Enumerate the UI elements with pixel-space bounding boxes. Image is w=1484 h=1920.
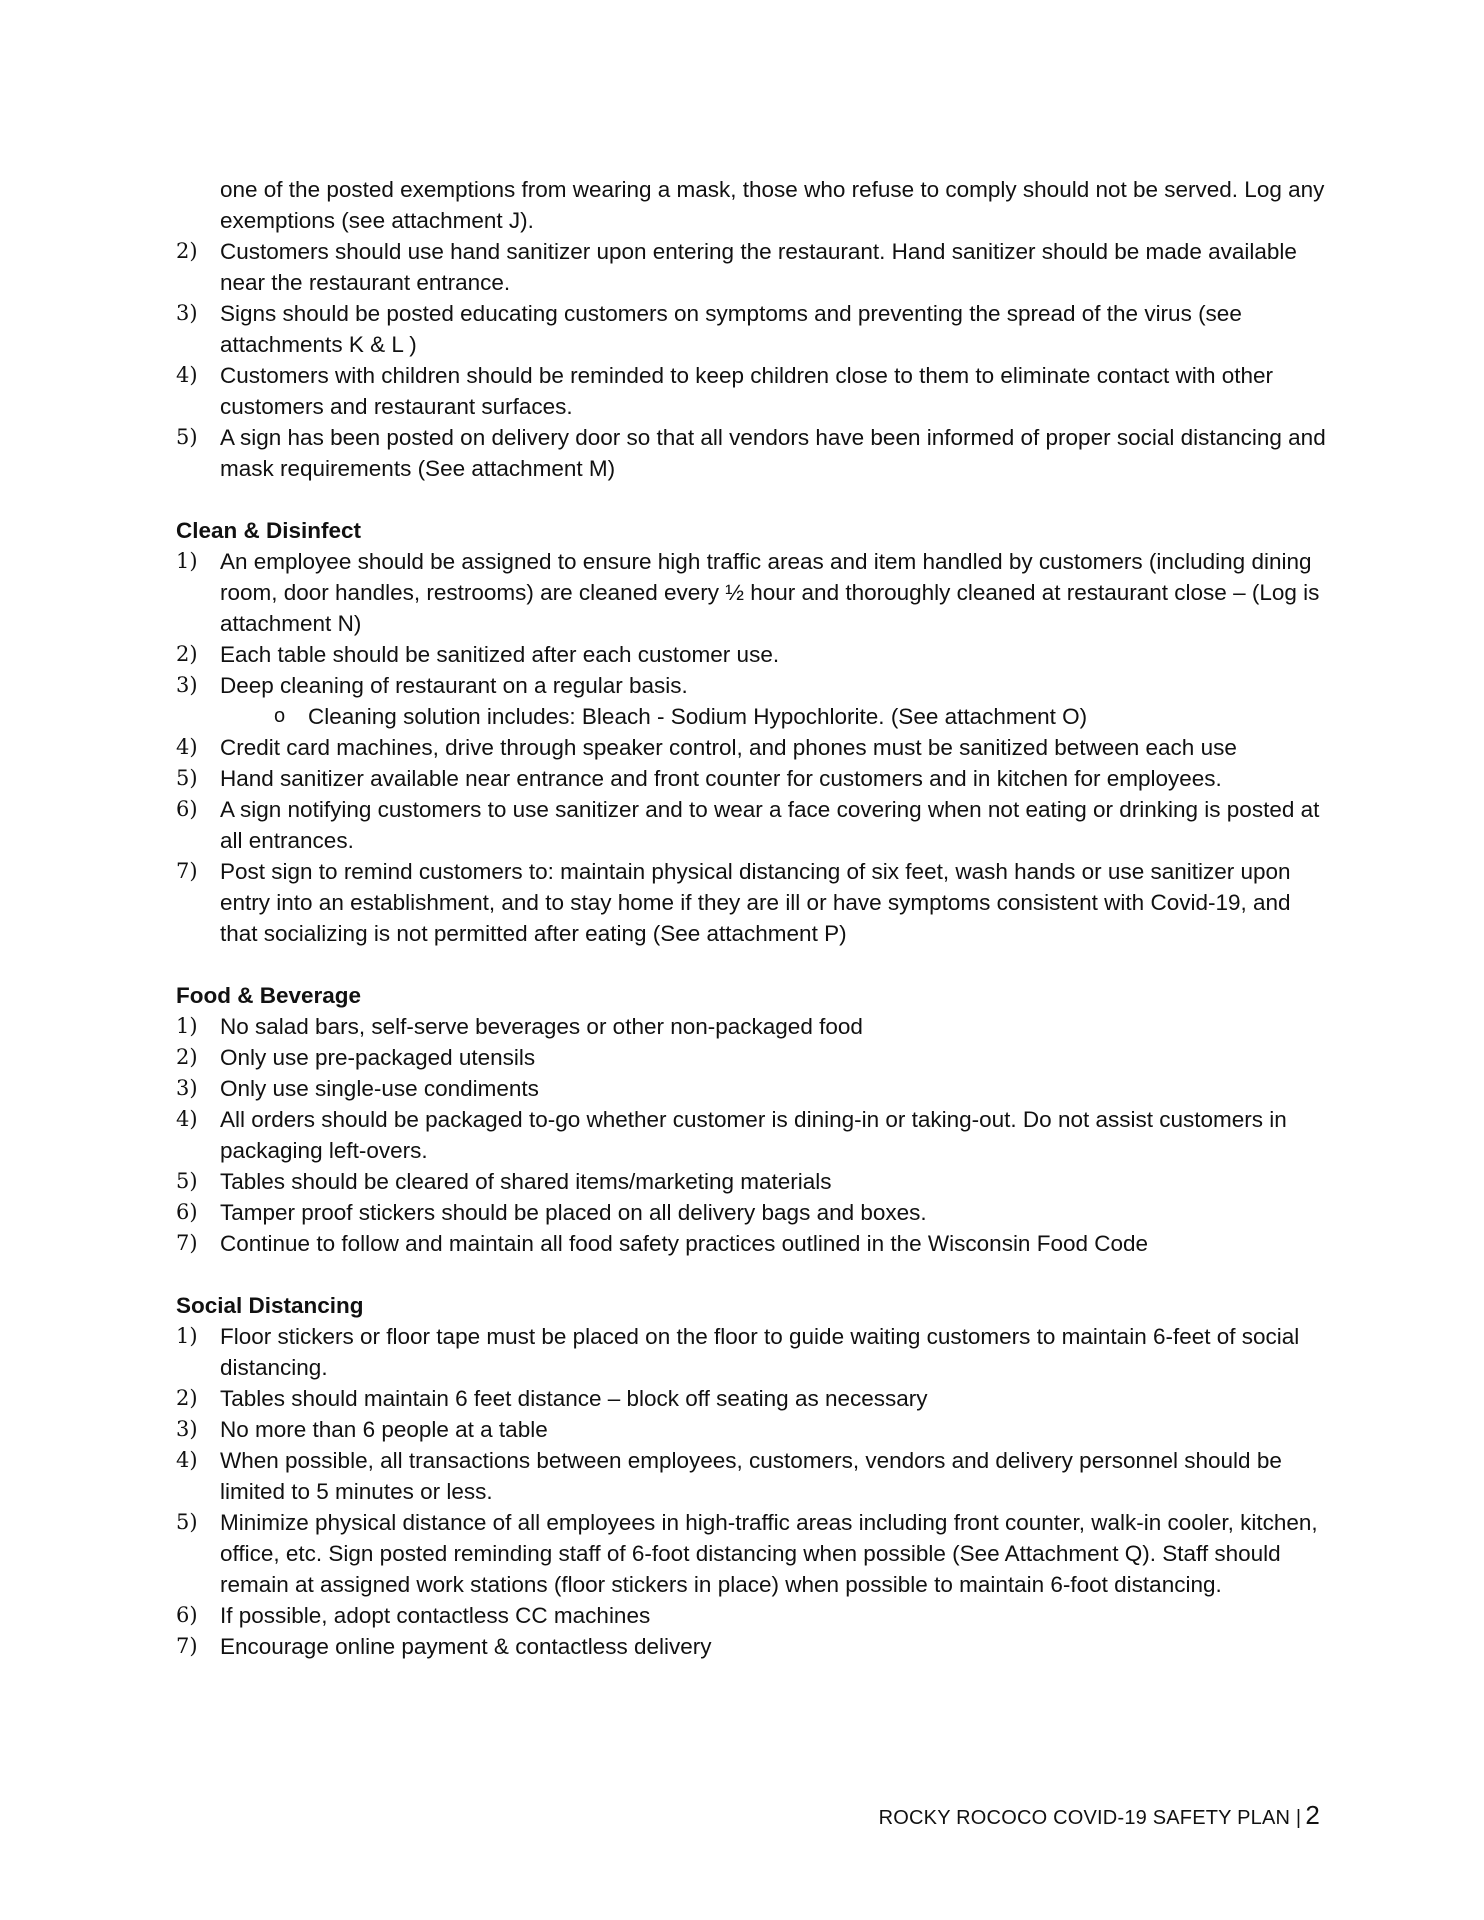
list-item	[176, 639, 1326, 670]
list-number: 6)	[176, 1603, 198, 1627]
list-number: 2)	[176, 642, 198, 666]
list-item-text: An employee should be assigned to ensure high traffic areas and item handled by customers (including dining room, door handles, restrooms) are cleaned every ½ hour and thoroughly cleaned at restaurant close – (Log is attachment N)	[220, 549, 1320, 636]
list-item	[176, 1197, 1326, 1228]
list-item-text: Tables should maintain 6 feet distance – block off seating as necessary	[220, 1386, 928, 1411]
list-number: 1)	[176, 1324, 198, 1348]
list-item	[176, 794, 1326, 856]
list-item	[176, 1445, 1326, 1507]
list-number: 5)	[176, 425, 198, 449]
section-social-distancing	[176, 1290, 1326, 1662]
list-item-text: Only use single-use condiments	[220, 1076, 539, 1101]
list-number: 4)	[176, 1107, 198, 1131]
intro-list	[176, 236, 1326, 484]
list-item	[176, 236, 1326, 298]
food-list	[176, 1011, 1326, 1259]
list-item	[176, 1011, 1326, 1042]
list-item	[176, 360, 1326, 422]
list-item-text: Signs should be posted educating customers on symptoms and preventing the spread of the virus (see attachments K & L )	[220, 301, 1242, 357]
list-item	[176, 1073, 1326, 1104]
list-number: 5)	[176, 766, 198, 790]
sub-list-item	[274, 701, 1326, 732]
clean-list	[176, 546, 1326, 949]
list-number: 7)	[176, 859, 198, 883]
document-body	[176, 174, 1326, 1662]
list-item	[176, 1228, 1326, 1259]
social-list	[176, 1321, 1326, 1662]
list-item	[176, 1104, 1326, 1166]
list-item	[176, 1600, 1326, 1631]
list-item	[176, 1414, 1326, 1445]
list-item	[176, 546, 1326, 639]
list-number: 2)	[176, 239, 198, 263]
list-item-text: Credit card machines, drive through speaker control, and phones must be sanitized between each use	[220, 735, 1237, 760]
list-item-text: A sign notifying customers to use sanitizer and to wear a face covering when not eating or drinking is posted at all entrances.	[220, 797, 1320, 853]
hollow-bullet-icon: o	[274, 705, 286, 727]
list-number: 1)	[176, 1014, 198, 1038]
list-item-text: Post sign to remind customers to: maintain physical distancing of six feet, wash hands or use sanitizer upon entry into an establishment, and to stay home if they are ill or have symptoms consistent with Covid-19, and that socializing is not permitted after eating (See attachment P)	[220, 859, 1291, 946]
list-item-text: All orders should be packaged to-go whether customer is dining-in or taking-out. Do not assist customers in packaging left-overs.	[220, 1107, 1287, 1163]
list-item-text: When possible, all transactions between employees, customers, vendors and delivery personnel should be limited to 5 minutes or less.	[220, 1448, 1282, 1504]
list-item	[176, 1631, 1326, 1662]
list-item-text: Customers with children should be reminded to keep children close to them to eliminate contact with other customers and restaurant surfaces.	[220, 363, 1274, 419]
list-item-text: Tamper proof stickers should be placed on all delivery bags and boxes.	[220, 1200, 927, 1225]
sub-list	[220, 701, 1326, 732]
list-item-text: Each table should be sanitized after each customer use.	[220, 642, 780, 667]
list-item	[176, 856, 1326, 949]
section-clean-disinfect	[176, 515, 1326, 949]
list-item	[176, 422, 1326, 484]
list-item-text: Deep cleaning of restaurant on a regular basis.	[220, 673, 688, 698]
list-number: 3)	[176, 301, 198, 325]
list-item	[176, 670, 1326, 732]
list-number: 3)	[176, 1417, 198, 1441]
list-item-text: Floor stickers or floor tape must be placed on the floor to guide waiting customers to maintain 6-feet of social distancing.	[220, 1324, 1300, 1380]
list-number: 6)	[176, 1200, 198, 1224]
list-number: 4)	[176, 735, 198, 759]
list-number: 3)	[176, 1076, 198, 1100]
list-number: 4)	[176, 1448, 198, 1472]
list-item-text: Minimize physical distance of all employees in high-traffic areas including front counter, walk-in cooler, kitchen, office, etc. Sign posted reminding staff of 6-foot distancing when possible (See Attachment Q). Staff should remain at assigned work stations (floor stickers in place) when possible to maintain 6-foot distancing.	[220, 1510, 1318, 1597]
list-item-text: No more than 6 people at a table	[220, 1417, 548, 1442]
section-heading: Food & Beverage	[176, 983, 362, 1008]
list-number: 4)	[176, 363, 198, 387]
section-food-beverage	[176, 980, 1326, 1259]
list-item	[176, 1166, 1326, 1197]
list-number: 7)	[176, 1231, 198, 1255]
section-heading: Clean & Disinfect	[176, 518, 362, 543]
sub-list-item-text: Cleaning solution includes: Bleach - Sodium Hypochlorite. (See attachment O)	[308, 704, 1088, 729]
list-item	[176, 1383, 1326, 1414]
section-heading: Social Distancing	[176, 1293, 364, 1318]
list-number: 5)	[176, 1510, 198, 1534]
list-item-text: A sign has been posted on delivery door so that all vendors have been informed of proper social distancing and mask requirements (See attachment M)	[220, 425, 1326, 481]
list-item	[176, 1321, 1326, 1383]
list-item	[176, 732, 1326, 763]
list-item-text: Encourage online payment & contactless delivery	[220, 1634, 712, 1659]
list-item-text: Customers should use hand sanitizer upon entering the restaurant. Hand sanitizer should be made available near the restaurant entrance.	[220, 239, 1297, 295]
list-number: 6)	[176, 797, 198, 821]
list-number: 1)	[176, 549, 198, 573]
list-number: 2)	[176, 1386, 198, 1410]
footer-separator: |	[1295, 1807, 1302, 1829]
list-item-text: Hand sanitizer available near entrance and front counter for customers and in kitchen for employees.	[220, 766, 1222, 791]
page-footer	[879, 1800, 1320, 1833]
footer-title: ROCKY ROCOCO COVID-19 SAFETY PLAN	[878, 1807, 1291, 1829]
list-item-text: Tables should be cleared of shared items/marketing materials	[220, 1169, 832, 1194]
continued-paragraph: one of the posted exemptions from wearing a mask, those who refuse to comply should not be served. Log any exemptions (see attachment J).	[220, 177, 1325, 233]
list-number: 5)	[176, 1169, 198, 1193]
list-item	[176, 763, 1326, 794]
list-item-text: Only use pre-packaged utensils	[220, 1045, 536, 1070]
list-item	[176, 298, 1326, 360]
list-item	[176, 1507, 1326, 1600]
list-item-text: If possible, adopt contactless CC machines	[220, 1603, 651, 1628]
list-number: 7)	[176, 1634, 198, 1658]
list-item-text: Continue to follow and maintain all food safety practices outlined in the Wisconsin Food Code	[220, 1231, 1149, 1256]
list-item-text: No salad bars, self-serve beverages or other non-packaged food	[220, 1014, 863, 1039]
page-number: 2	[1305, 1800, 1320, 1830]
list-item	[176, 1042, 1326, 1073]
list-number: 2)	[176, 1045, 198, 1069]
list-number: 3)	[176, 673, 198, 697]
